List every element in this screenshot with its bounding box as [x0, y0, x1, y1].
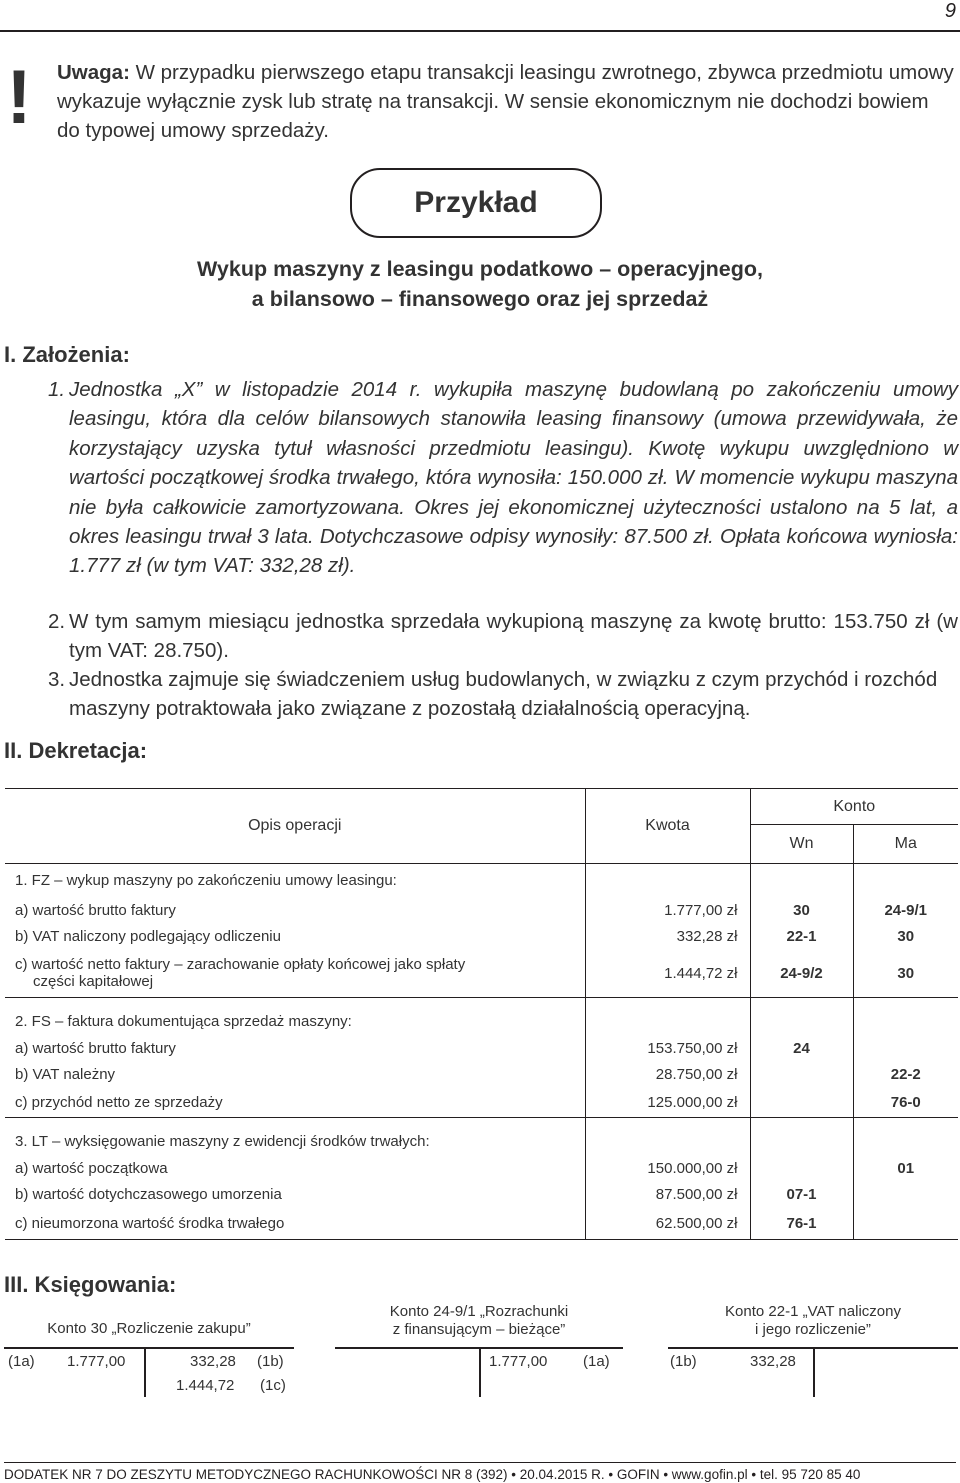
row-desc: b) VAT należny	[15, 1066, 116, 1083]
row-amount: 332,28 zł	[585, 924, 750, 950]
entry-value: 1.777,00	[489, 1353, 548, 1370]
row-amount: 1.777,00 zł	[585, 898, 750, 924]
example-label: Przykład	[350, 168, 602, 238]
row-ma: 22-2	[853, 1062, 958, 1088]
section-ledger-heading: III. Księgowania:	[4, 1272, 177, 1297]
table-row	[5, 1182, 958, 1208]
row-amount: 28.750,00 zł	[585, 1062, 750, 1088]
header-account: Konto	[750, 789, 958, 825]
entry-ref: (1c)	[260, 1377, 286, 1394]
table-row	[5, 898, 958, 924]
table-row	[5, 950, 958, 998]
entry-ref: (1b)	[670, 1353, 697, 1370]
row-ma: 30	[853, 924, 958, 950]
row-wn: 24-9/2	[750, 950, 853, 998]
row-amount: 1.444,72 zł	[585, 950, 750, 998]
t-account-title: Konto 30 „Rozliczenie zakupu”	[47, 1320, 251, 1337]
item-number: 3.	[48, 668, 66, 691]
item-text: Jednostka „X” w listopadzie 2014 r. wykupiła maszynę budowlaną po zakończeniu umowy leasingu, która dla celów bilansowych stanowiła leasing finansowy (umowa przewidywała, że korzystający uzyska tytuł własności przedmiotu leasingu). Kwotę wykupu uwzględniono w wartości początkowej środka trwałego, która wynosiła: 150.000 zł. W momencie wykupu maszyna nie była całkowicie zamortyzowana. Okres jej ekonomicznej użyteczności ustalono na 5 lat, a okres leasingu trwał 3 lata. Dotychczasowe odpisy wynosiły: 87.500 zł. Opłata końcowa wyniosła: 1.777 zł (w tym VAT: 332,28 zł).	[69, 378, 958, 578]
t-account-30	[4, 1300, 294, 1410]
entry-ref: (1a)	[583, 1353, 610, 1370]
row-desc: a) wartość brutto faktury	[15, 1040, 176, 1057]
entry-ref: (1a)	[8, 1353, 35, 1370]
group-title-row	[5, 864, 958, 898]
row-wn: 22-1	[750, 924, 853, 950]
row-wn: 07-1	[750, 1182, 853, 1208]
row-ma	[853, 1182, 958, 1208]
t-account-title-line1: Konto 22-1 „VAT naliczony	[725, 1303, 901, 1320]
entry-ref: (1b)	[257, 1353, 284, 1370]
t-account-title-line1: Konto 24-9/1 „Rozrachunki	[389, 1303, 569, 1320]
row-amount: 62.500,00 zł	[585, 1208, 750, 1240]
page-number: 9	[944, 0, 956, 22]
row-wn	[750, 1088, 853, 1118]
entry-value: 1.444,72	[176, 1377, 235, 1394]
assumption-item-3	[0, 665, 960, 725]
group-title: 2. FS – faktura dokumentująca sprzedaż maszyny:	[15, 1012, 352, 1030]
entry-value: 1.777,00	[67, 1353, 126, 1370]
row-desc-line1: c) wartość netto faktury – zarachowanie opłaty końcowej jako spłaty	[15, 956, 466, 974]
entry-value: 332,28	[190, 1353, 236, 1370]
group-title-row	[5, 998, 958, 1036]
t-account-title	[668, 1303, 958, 1339]
example-title-line1: Wykup maszyny z leasingu podatkowo – operacyjnego,	[197, 257, 763, 281]
row-wn	[750, 1156, 853, 1182]
item-text: W tym samym miesiącu jednostka sprzedała wykupioną maszynę za kwotę brutto: 153.750 zł (w tym VAT: 28.750).	[69, 610, 958, 663]
table-row	[5, 1088, 958, 1118]
example-title	[60, 254, 900, 314]
section-posting-heading: II. Dekretacja:	[4, 738, 148, 763]
row-desc-line2: części kapitałowej	[33, 973, 154, 991]
t-account-vline	[813, 1347, 815, 1397]
t-account-hline	[4, 1347, 294, 1349]
row-ma	[853, 1036, 958, 1062]
top-rule	[0, 30, 960, 32]
row-amount: 87.500,00 zł	[585, 1182, 750, 1208]
row-ma: 76-0	[853, 1088, 958, 1118]
table-row	[5, 1036, 958, 1062]
item-number: 1.	[48, 378, 66, 401]
table-row	[5, 1062, 958, 1088]
row-ma: 24-9/1	[853, 898, 958, 924]
row-wn	[750, 1062, 853, 1088]
row-amount: 150.000,00 zł	[585, 1156, 750, 1182]
t-account-22-1	[668, 1300, 958, 1410]
group-title-row	[5, 1118, 958, 1156]
exclamation-icon: !	[6, 55, 32, 140]
row-wn: 24	[750, 1036, 853, 1062]
posting-table	[5, 788, 958, 1240]
row-desc: a) wartość brutto faktury	[15, 902, 176, 919]
row-wn: 76-1	[750, 1208, 853, 1240]
entry-value: 332,28	[750, 1353, 796, 1370]
note-body: W przypadku pierwszego etapu transakcji leasingu zwrotnego, zbywca przedmiotu umowy wykazuje wyłącznie zysk lub stratę na transakcji. W sensie ekonomicznym nie dochodzi bowiem do typowej umowy sprzedaży.	[57, 61, 954, 142]
group-title: 1. FZ – wykup maszyny po zakończeniu umowy leasingu:	[15, 872, 397, 890]
header-ma: Ma	[853, 825, 958, 864]
section-assumptions-heading: I. Założenia:	[4, 342, 130, 367]
row-desc: b) VAT naliczony podlegający odliczeniu	[15, 928, 281, 945]
note-text	[57, 58, 957, 145]
t-account-title-line2: z finansującym – bieżące”	[392, 1321, 566, 1338]
row-desc: c) przychód netto ze sprzedaży	[5, 1088, 585, 1118]
row-ma: 30	[853, 950, 958, 998]
example-title-line2: a bilansowo – finansowego oraz jej sprzedaż	[251, 287, 709, 311]
t-account-title-line2: i jego rozliczenie”	[755, 1321, 871, 1338]
assumption-item-2	[0, 607, 960, 667]
page-footer: DODATEK NR 7 DO ZESZYTU METODYCZNEGO RACHUNKOWOŚCI NR 8 (392) • 20.04.2015 R. • GOFIN • www.gofin.pl • tel. 95 720 85 40	[4, 1462, 956, 1482]
row-wn: 30	[750, 898, 853, 924]
header-wn: Wn	[750, 825, 853, 864]
row-ma	[853, 1208, 958, 1240]
item-text: Jednostka zajmuje się świadczeniem usług budowlanych, w związku z czym przychód i rozchód maszyny potraktowała jako związane z pozostałą działalnością operacyjną.	[69, 668, 938, 721]
note-lead: Uwaga:	[57, 61, 130, 84]
row-amount: 125.000,00 zł	[585, 1088, 750, 1118]
row-desc: b) wartość dotychczasowego umorzenia	[15, 1186, 282, 1203]
header-amount: Kwota	[585, 789, 750, 864]
row-amount: 153.750,00 zł	[585, 1036, 750, 1062]
row-desc: c) nieumorzona wartość środka trwałego	[5, 1208, 585, 1240]
table-row	[5, 1156, 958, 1182]
row-desc: a) wartość początkowa	[15, 1160, 168, 1177]
header-description: Opis operacji	[5, 789, 585, 864]
item-number: 2.	[48, 610, 66, 633]
t-account-title	[335, 1303, 623, 1339]
row-desc	[5, 950, 585, 998]
t-account-24-9-1	[335, 1300, 623, 1410]
t-account-vline	[144, 1347, 146, 1397]
table-row	[5, 924, 958, 950]
t-account-vline	[479, 1347, 481, 1397]
group-title: 3. LT – wyksięgowanie maszyny z ewidencji środków trwałych:	[15, 1132, 430, 1150]
row-ma: 01	[853, 1156, 958, 1182]
table-row	[5, 1208, 958, 1240]
